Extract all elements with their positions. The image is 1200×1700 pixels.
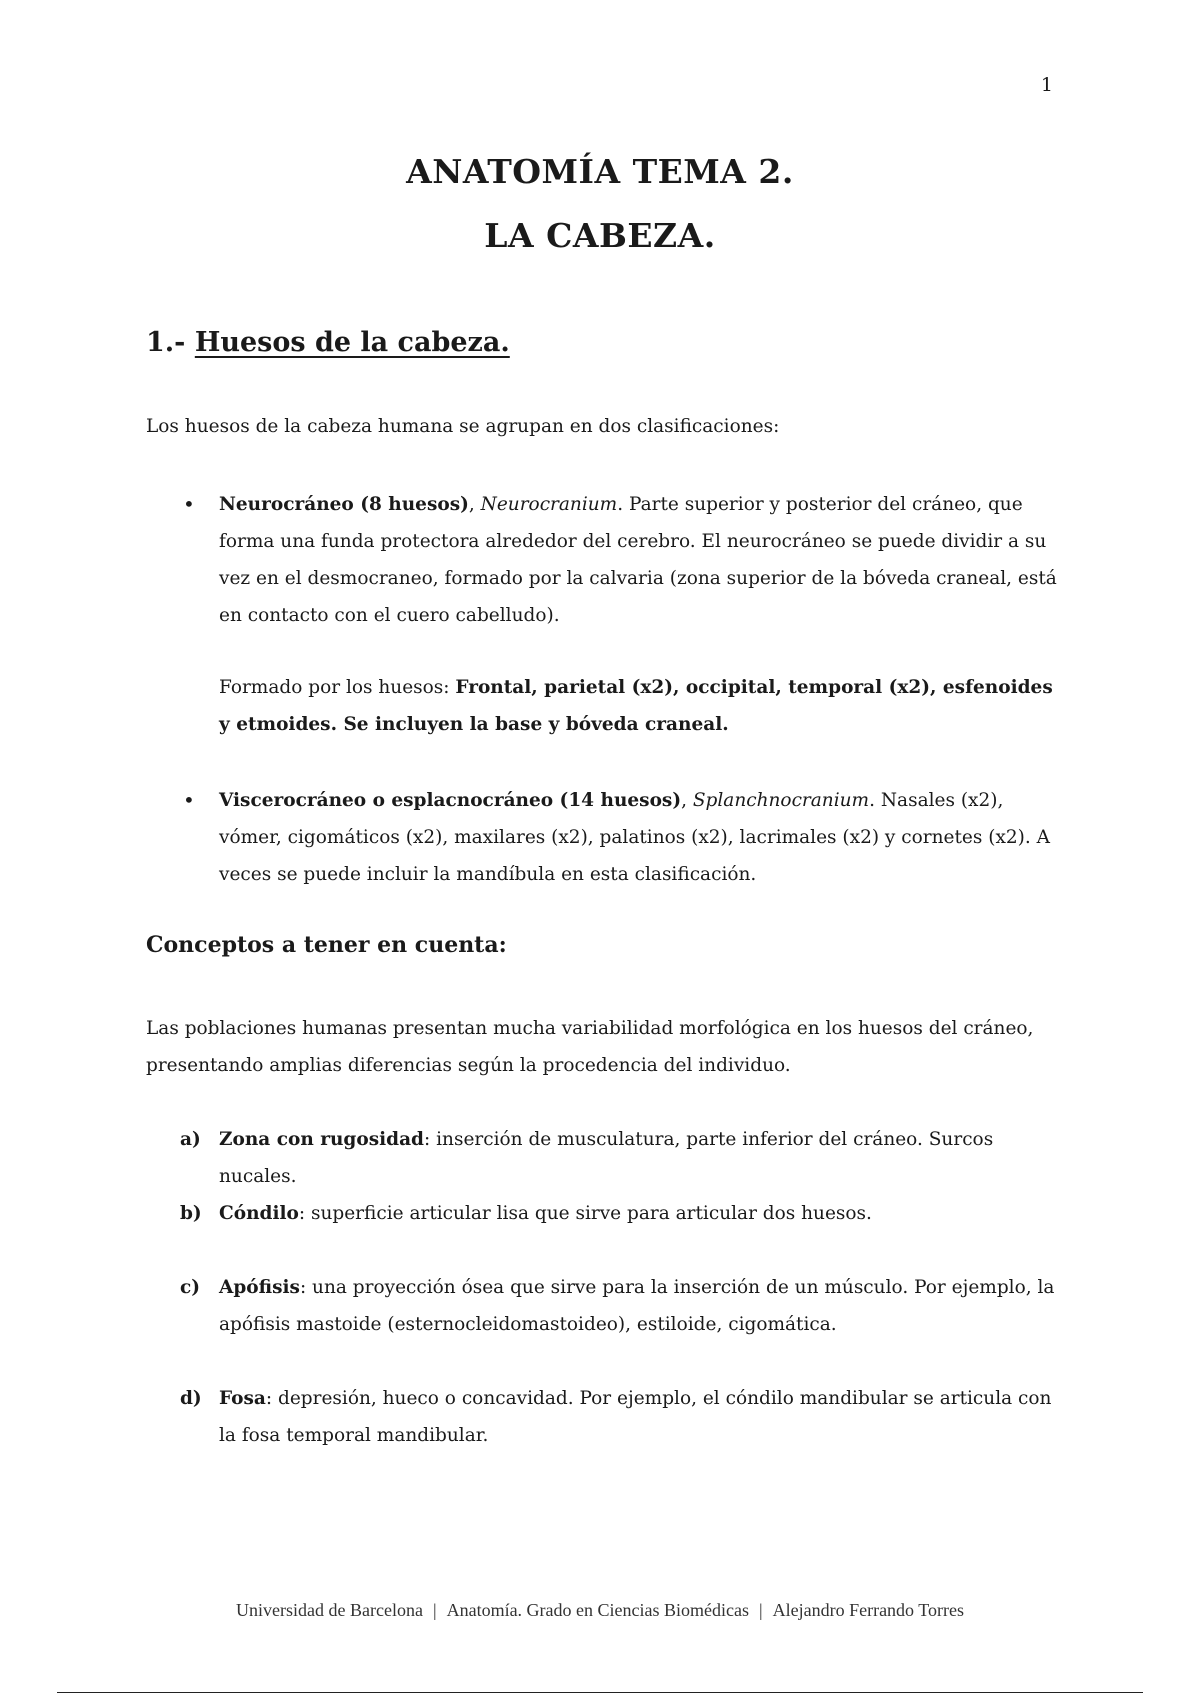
- footer-separator: |: [759, 1600, 763, 1620]
- section-heading: [146, 327, 510, 358]
- list-letter: a): [180, 1129, 201, 1150]
- bullet-text: . Nasales (x2), vómer, cigomáticos (x2), maxilares (x2), palatinos (x2), lacrimales (x2) y cornetes (x2). A veces se puede incluir la mandíbula en esta clasificación.: [219, 790, 1050, 885]
- concepts-heading: Conceptos a tener en cuenta:: [146, 932, 507, 958]
- document-title: ANATOMÍA TEMA 2.: [406, 152, 794, 191]
- item-text: : depresión, hueco o concavidad. Por ejemplo, el cóndilo mandibular se articula con la fosa temporal mandibular.: [219, 1388, 1052, 1446]
- bullet-neurocraneo: [219, 486, 1069, 634]
- list-item: [219, 1121, 1069, 1195]
- item-term: Apófisis: [219, 1277, 300, 1298]
- footer-course: Anatomía. Grado en Ciencias Biomédicas: [446, 1600, 749, 1620]
- list-letter: c): [180, 1277, 201, 1298]
- bullet-separator: ,: [681, 790, 693, 811]
- bullet-neurocraneo-bones: [219, 669, 1069, 743]
- footer-university: Universidad de Barcelona: [236, 1600, 423, 1620]
- bullet-icon: •: [183, 492, 195, 516]
- formed-bones: Frontal, parietal (x2), occipital, temporal (x2), esfenoides y etmoides. Se incluyen la base y bóveda craneal.: [219, 677, 1053, 735]
- section-number: 1.-: [146, 327, 186, 358]
- page-number: 1: [1040, 74, 1053, 96]
- item-text: : inserción de musculatura, parte inferior del cráneo. Surcos nucales.: [219, 1129, 994, 1187]
- list-letter: d): [180, 1388, 202, 1409]
- footer-divider: [57, 1692, 1143, 1693]
- list-letter: b): [180, 1203, 202, 1224]
- bullet-text: . Parte superior y posterior del cráneo, que forma una funda protectora alrededor del cerebro. El neurocráneo se puede dividir a su vez en el desmocraneo, formado por la calvaria (zona superior de la bóveda craneal, está en contacto con el cuero cabelludo).: [219, 494, 1057, 626]
- item-text: : superficie articular lisa que sirve para articular dos huesos.: [298, 1203, 872, 1224]
- formed-prefix: Formado por los huesos:: [219, 677, 456, 698]
- intro-paragraph: Los huesos de la cabeza humana se agrupan en dos clasificaciones:: [146, 416, 780, 437]
- list-item: [219, 1380, 1069, 1454]
- bullet-latin: Splanchnocranium: [692, 790, 870, 811]
- concepts-paragraph: Las poblaciones humanas presentan mucha variabilidad morfológica en los huesos del cráneo, presentando amplias diferencias según la procedencia del individuo.: [146, 1018, 1034, 1076]
- bullet-separator: ,: [468, 494, 481, 515]
- document-subtitle: LA CABEZA.: [484, 216, 716, 255]
- bullet-icon: •: [183, 788, 195, 812]
- bullet-latin: Neurocranium: [480, 494, 618, 515]
- footer-author: Alejandro Ferrando Torres: [772, 1600, 964, 1620]
- bullet-viscerocraneo: [219, 782, 1069, 893]
- section-title: Huesos de la cabeza.: [194, 327, 510, 358]
- list-item: [219, 1195, 1069, 1232]
- item-term: Fosa: [219, 1388, 266, 1409]
- bullet-term: Neurocráneo (8 huesos): [219, 494, 469, 515]
- item-text: : una proyección ósea que sirve para la inserción de un músculo. Por ejemplo, la apófisis mastoide (esternocleidomastoideo), estiloide, cigomática.: [219, 1277, 1055, 1335]
- list-item: [219, 1269, 1069, 1343]
- item-term: Cóndilo: [219, 1203, 299, 1224]
- page-footer: [0, 1600, 1200, 1621]
- bullet-term: Viscerocráneo o esplacnocráneo (14 huesos): [219, 790, 682, 811]
- footer-separator: |: [432, 1600, 437, 1620]
- item-term: Zona con rugosidad: [219, 1129, 424, 1150]
